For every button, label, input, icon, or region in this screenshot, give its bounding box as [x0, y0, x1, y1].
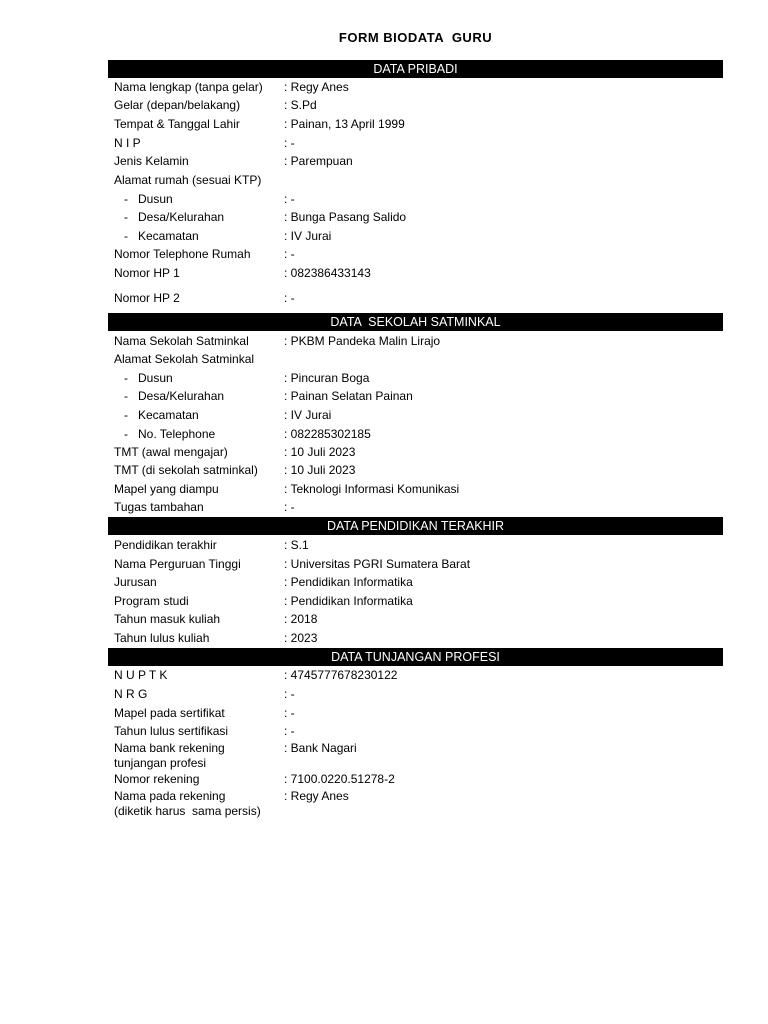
field-value: : Pendidikan Informatika	[284, 594, 413, 608]
list-dash: -	[124, 371, 128, 385]
field-value: : -	[284, 192, 295, 206]
field-label	[124, 371, 292, 386]
field-label: Pendidikan terakhir	[114, 538, 217, 552]
field-value: : 4745777678230122	[284, 668, 398, 682]
field-label: Mapel yang diampu	[114, 482, 219, 496]
field-value: : -	[284, 500, 295, 514]
field-label	[124, 389, 292, 404]
field-label: Program studi	[114, 594, 189, 608]
field-label	[124, 408, 292, 423]
field-value: : Painan Selatan Painan	[284, 389, 413, 403]
field-label	[124, 229, 292, 244]
field-value: : 10 Juli 2023	[284, 445, 356, 459]
field-label: Nomor HP 2	[114, 291, 180, 305]
field-label	[114, 789, 282, 819]
field-label-line-1: Nama pada rekening	[114, 789, 226, 803]
page-title: FORM BIODATA GURU	[338, 30, 493, 45]
field-value: : -	[284, 687, 295, 701]
field-value: : S.1	[284, 538, 309, 552]
field-value: : IV Jurai	[284, 408, 332, 422]
field-label: Nama Sekolah Satminkal	[114, 334, 249, 348]
field-value: : -	[284, 706, 295, 720]
field-value: : 082285302185	[284, 427, 371, 441]
field-value: : Bank Nagari	[284, 741, 357, 755]
field-label: Gelar (depan/belakang)	[114, 98, 241, 112]
section-header-data-sekolah: DATA SEKOLAH SATMINKAL	[108, 313, 723, 331]
field-value: : -	[284, 291, 295, 305]
field-value: : S.Pd	[284, 98, 317, 112]
field-label-text: Kecamatan	[138, 408, 199, 422]
field-label: Nama Perguruan Tinggi	[114, 557, 241, 571]
field-label-text: Desa/Kelurahan	[138, 389, 225, 403]
field-value: : 082386433143	[284, 266, 371, 280]
field-label-line-1: Nama bank rekening	[114, 741, 225, 755]
field-value: : Parempuan	[284, 154, 353, 168]
field-label: Jurusan	[114, 575, 157, 589]
field-label	[124, 192, 292, 207]
field-value: : Teknologi Informasi Komunikasi	[284, 482, 460, 496]
field-label: N U P T K	[114, 668, 168, 682]
field-label: Tahun masuk kuliah	[114, 612, 221, 626]
field-value: : Bunga Pasang Salido	[284, 210, 407, 224]
list-dash: -	[124, 427, 128, 441]
field-value: : 7100.0220.51278-2	[284, 772, 395, 786]
list-dash: -	[124, 192, 128, 206]
list-dash: -	[124, 229, 128, 243]
field-value: : -	[284, 136, 295, 150]
field-value: : Regy Anes	[284, 789, 349, 803]
list-dash: -	[124, 408, 128, 422]
field-label: Tahun lulus kuliah	[114, 631, 210, 645]
field-label-text: Dusun	[138, 192, 173, 206]
field-label: N I P	[114, 136, 141, 150]
field-label: Nama lengkap (tanpa gelar)	[114, 80, 263, 94]
field-value: : 2018	[284, 612, 318, 626]
field-label-line-2: (diketik harus sama persis)	[114, 804, 261, 818]
field-label: Mapel pada sertifikat	[114, 706, 225, 720]
field-value: : Regy Anes	[284, 80, 349, 94]
field-label: Tahun lulus sertifikasi	[114, 724, 229, 738]
field-label-text: Desa/Kelurahan	[138, 210, 225, 224]
field-label: Tempat & Tanggal Lahir	[114, 117, 240, 131]
field-label-text: Dusun	[138, 371, 173, 385]
section-header-data-pribadi: DATA PRIBADI	[108, 60, 723, 78]
field-label: Nomor rekening	[114, 772, 200, 786]
field-label: Nomor Telephone Rumah	[114, 247, 251, 261]
field-label: N R G	[114, 687, 148, 701]
field-value: : Universitas PGRI Sumatera Barat	[284, 557, 471, 571]
field-label: Alamat rumah (sesuai KTP)	[114, 173, 262, 187]
field-label: Nomor HP 1	[114, 266, 180, 280]
list-dash: -	[124, 389, 128, 403]
field-value: : Painan, 13 April 1999	[284, 117, 405, 131]
field-label	[114, 741, 282, 771]
field-label: TMT (awal mengajar)	[114, 445, 228, 459]
list-dash: -	[124, 210, 128, 224]
field-label	[124, 210, 292, 225]
field-value: : Pincuran Boga	[284, 371, 370, 385]
field-label: Tugas tambahan	[114, 500, 204, 514]
field-label: Alamat Sekolah Satminkal	[114, 352, 255, 366]
field-label-text: No. Telephone	[138, 427, 216, 441]
field-value: : 10 Juli 2023	[284, 463, 356, 477]
field-label-line-2: tunjangan profesi	[114, 756, 207, 770]
field-value: : -	[284, 247, 295, 261]
section-header-data-tunjangan: DATA TUNJANGAN PROFESI	[108, 648, 723, 666]
field-value: : IV Jurai	[284, 229, 332, 243]
field-label: TMT (di sekolah satminkal)	[114, 463, 258, 477]
field-value: : -	[284, 724, 295, 738]
field-label: Jenis Kelamin	[114, 154, 189, 168]
field-value: : PKBM Pandeka Malin Lirajo	[284, 334, 441, 348]
field-value: : 2023	[284, 631, 318, 645]
field-label-text: Kecamatan	[138, 229, 199, 243]
field-value: : Pendidikan Informatika	[284, 575, 413, 589]
field-label	[124, 427, 292, 442]
section-header-data-pendidikan: DATA PENDIDIKAN TERAKHIR	[108, 517, 723, 535]
